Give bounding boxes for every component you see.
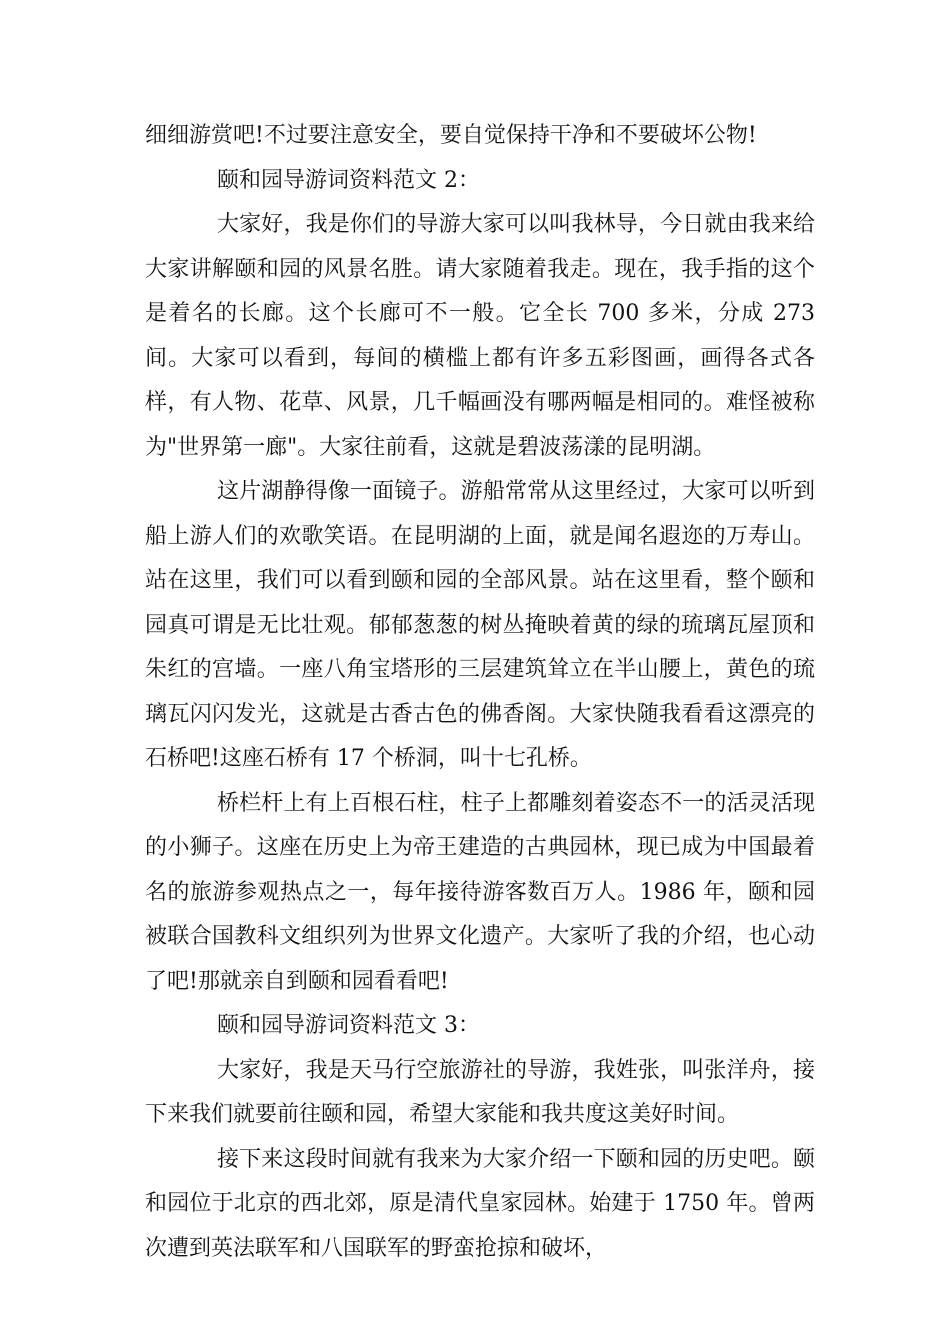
section-heading-3: 颐和园导游词资料范文 3： xyxy=(217,1013,480,1038)
paragraph: 大家好，我是你们的导游大家可以叫我林导，今日就由我来给大家讲解颐和园的风景名胜。请大家随着我走。现在，我手指的这个是着名的长廊。这个长廊可不一般。它全长 700 多米，分成 273 间。大家可以看到，每间的横槛上都有许多五彩图画，画得各式各样，有人物、花草、风景，几千幅画没有哪两幅是相同的。难怪被称为"世界第一廊"。大家往前看，这就是碧波荡漾的昆明湖。 xyxy=(145,212,815,460)
paragraph-continuation: 细细游赏吧!不过要注意安全，要自觉保持干净和不要破坏公物! xyxy=(145,123,757,148)
paragraph: 大家好，我是天马行空旅游社的导游，我姓张，叫张洋舟，接下来我们就要前往颐和园，希望大家能和我共度这美好时间。 xyxy=(145,1057,815,1127)
section-heading-2: 颐和园导游词资料范文 2： xyxy=(217,167,480,193)
paragraph: 接下来这段时间就有我来为大家介绍一下颐和园的历史吧。颐和园位于北京的西北郊，原是清代皇家园林。始建于 1750 年。曾两次遭到英法联军和八国联军的野蛮抢掠和破坏， xyxy=(145,1146,815,1261)
document-body xyxy=(145,114,815,1271)
paragraph: 桥栏杆上有上百根石柱，柱子上都雕刻着姿态不一的活灵活现的小狮子。这座在历史上为帝王建造的古典园林，现已成为中国最着名的旅游参观热点之一，每年接待游客数百万人。1986 年，颐和园被联合国教科文组织列为世界文化遗产。大家听了我的介绍，也心动了吧!那就亲自到颐和园看看吧! xyxy=(145,790,815,994)
paragraph: 这片湖静得像一面镜子。游船常常从这里经过，大家可以听到船上游人们的欢歌笑语。在昆明湖的上面，就是闻名遐迩的万寿山。站在这里，我们可以看到颐和园的全部风景。站在这里看，整个颐和园真可谓是无比壮观。郁郁葱葱的树丛掩映着黄的绿的琉璃瓦屋顶和朱红的宫墙。一座八角宝塔形的三层建筑耸立在半山腰上，黄色的琉璃瓦闪闪发光，这就是古香古色的佛香阁。大家快随我看看这漂亮的石桥吧!这座石桥有 17 个桥洞，叫十七孔桥。 xyxy=(145,479,815,771)
